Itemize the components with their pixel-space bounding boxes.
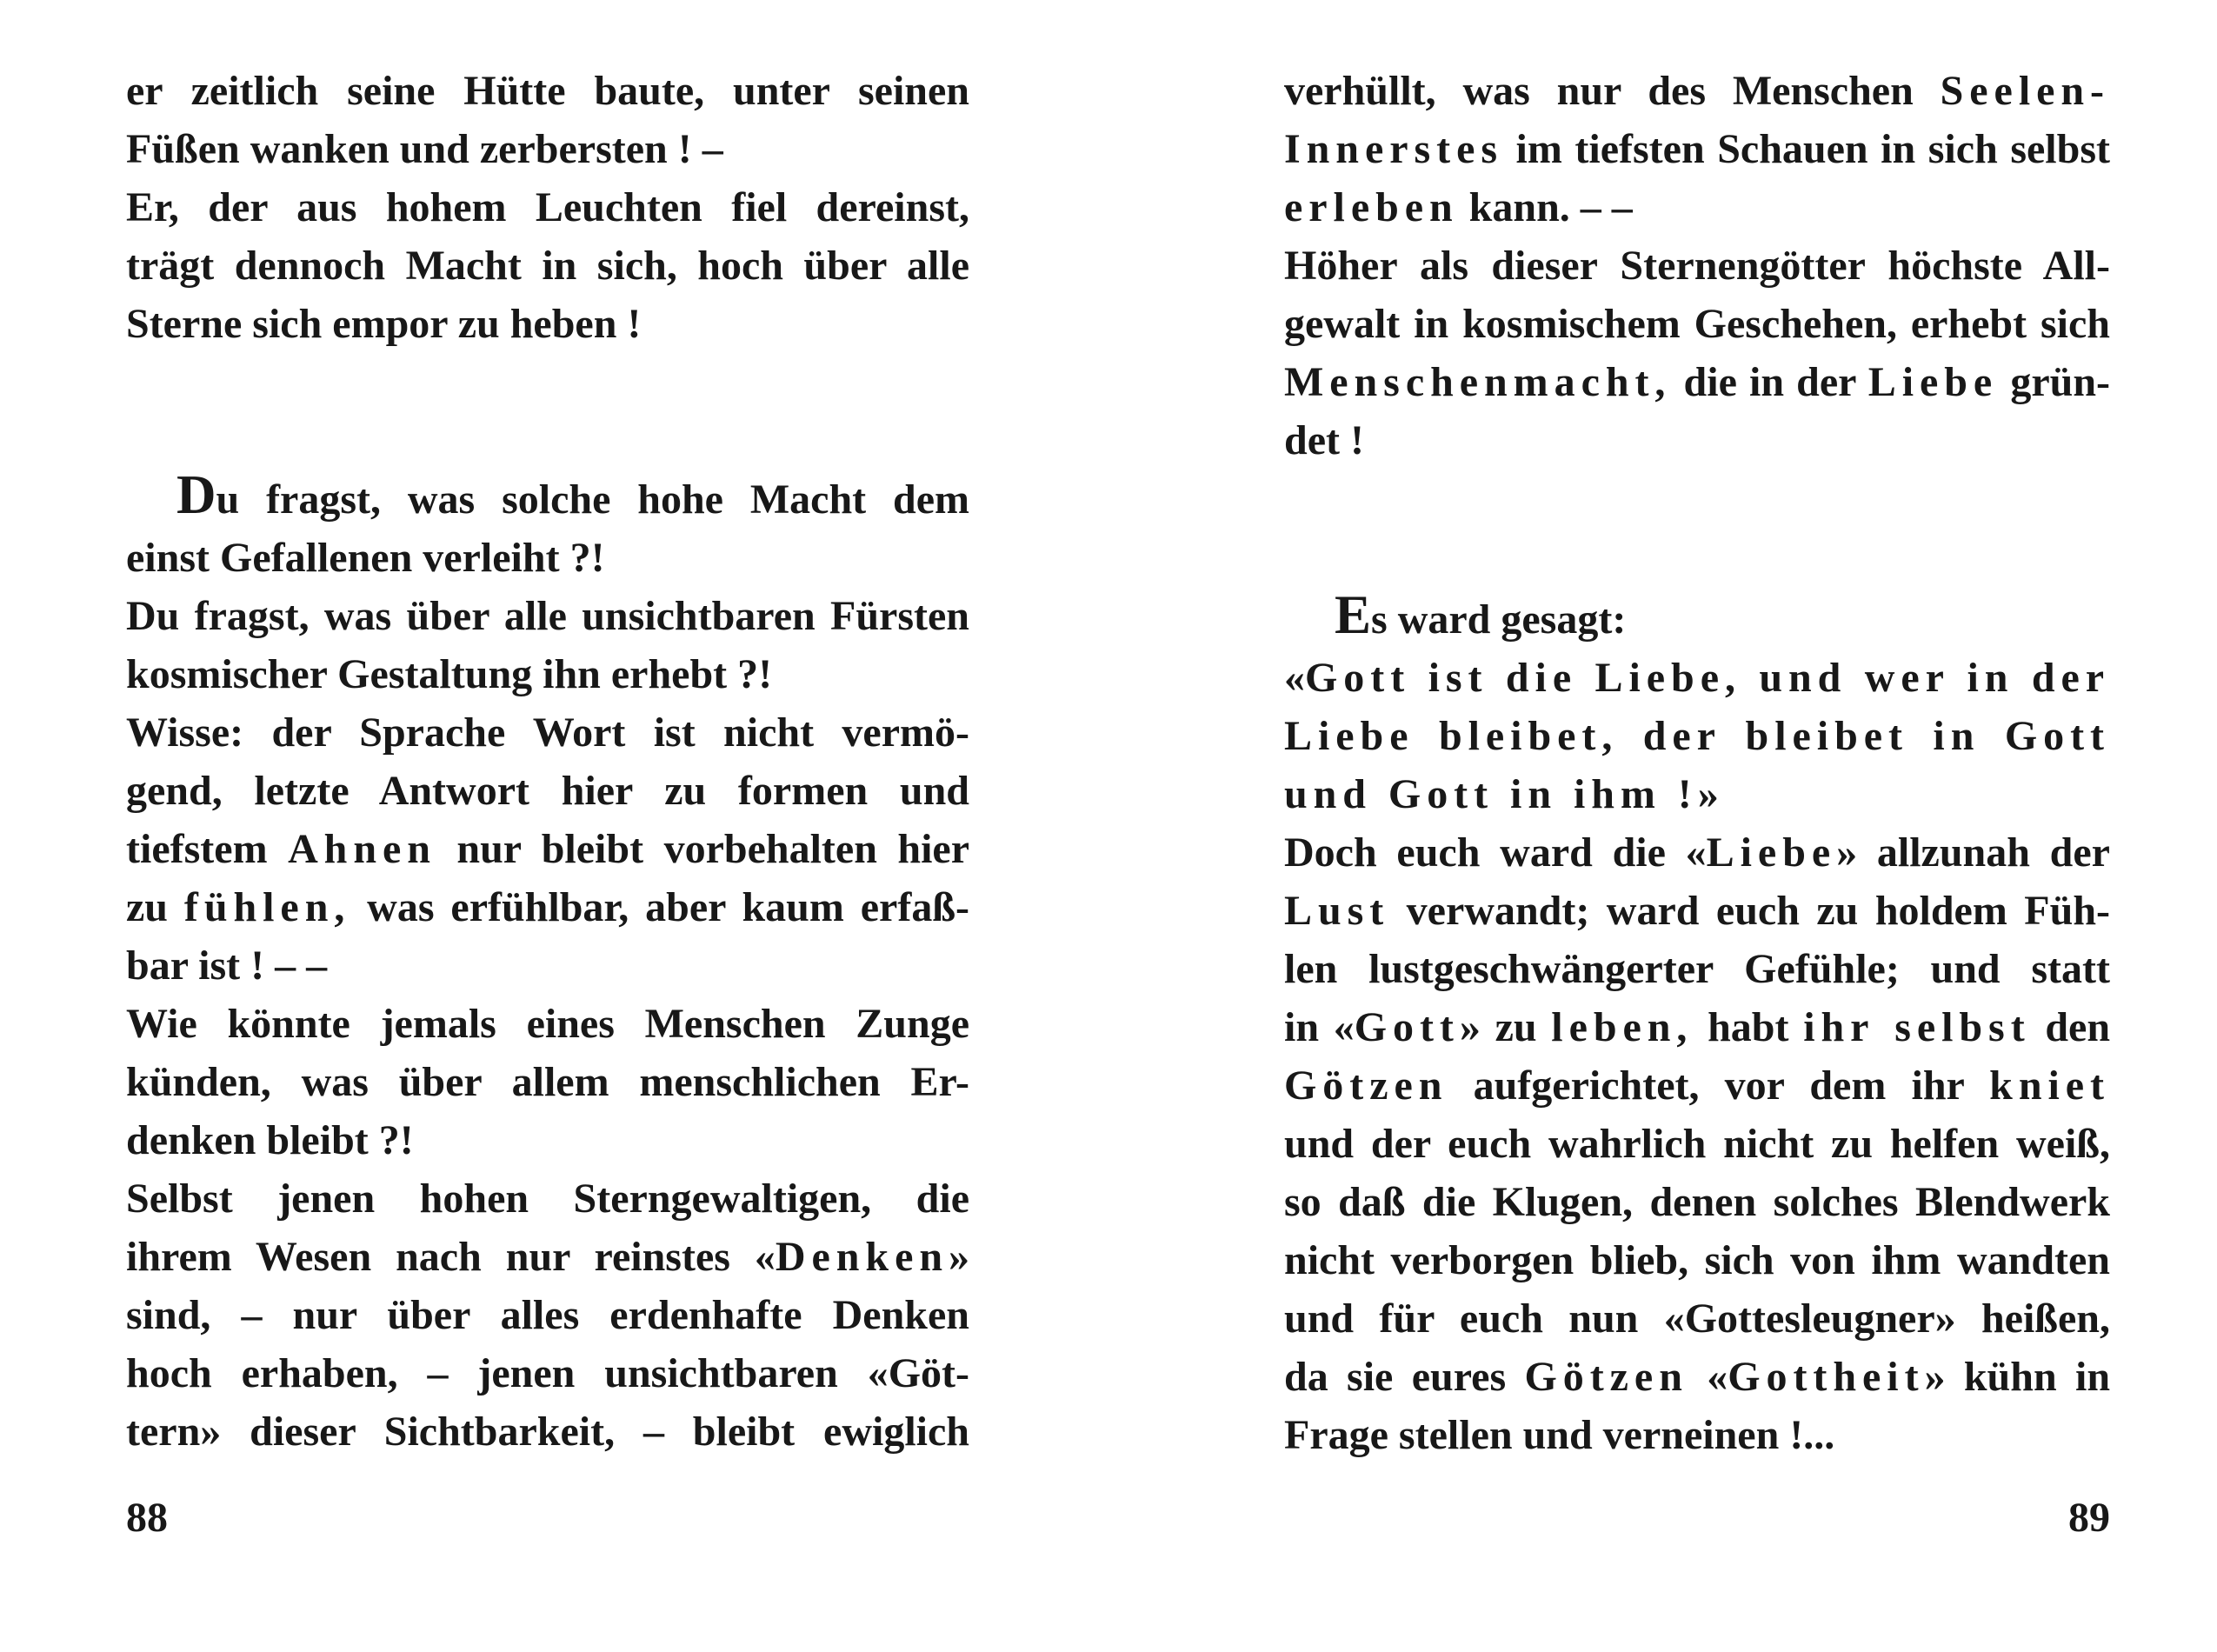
letterspaced-text: kniet — [1989, 1062, 2110, 1109]
plain-text: bar ist ! – – — [126, 943, 328, 989]
text-line — [126, 587, 969, 645]
letterspaced-text: leben, — [1551, 1004, 1694, 1050]
plain-text: verhüllt, was nur des Menschen — [1284, 68, 1941, 114]
text-line — [126, 1344, 969, 1402]
plain-text: Höher als dieser Sternengötter höchste All- — [1284, 243, 2110, 289]
text-line — [1284, 353, 2110, 411]
plain-text: « — [1688, 1354, 1728, 1400]
text-line — [126, 62, 969, 120]
letterspaced-text: fühlen, — [183, 884, 351, 930]
text-line — [126, 178, 969, 236]
text-line — [1284, 1231, 2110, 1289]
plain-text: Füßen wanken und zerbersten ! – — [126, 126, 723, 172]
text-line — [1284, 120, 2110, 178]
plain-text: Du fragst, was über alle unsichtbaren Fürsten — [126, 593, 969, 639]
text-line — [126, 645, 969, 703]
text-line — [126, 1111, 969, 1169]
plain-text: Er, der aus hohem Leuchten fiel dereinst, — [126, 184, 969, 230]
text-line — [126, 236, 969, 295]
text-line — [1284, 1406, 2110, 1464]
plain-text: künden, was über allem menschlichen Er- — [126, 1059, 969, 1105]
plain-text: ihrem Wesen nach nur reinstes « — [126, 1234, 776, 1280]
text-line — [1284, 823, 2110, 882]
plain-text: Sterne sich empor zu heben ! — [126, 301, 642, 347]
text-line — [1284, 62, 2110, 120]
plain-text: det ! — [1284, 417, 1364, 463]
letterspaced-text: Liebe bleibet, der bleibet in Gott — [1284, 713, 2110, 759]
text-line — [126, 1286, 969, 1344]
plain-text: da sie eures — [1284, 1354, 1525, 1400]
plain-text: « — [1284, 655, 1305, 701]
text-line — [1284, 178, 2110, 236]
plain-text: » allzunah der — [1836, 829, 2110, 876]
plain-text: so daß die Klugen, denen solches Blendwerk — [1284, 1179, 2110, 1225]
text-line — [1284, 882, 2110, 940]
plain-text: einst Gefallenen verleiht ?! — [126, 535, 605, 581]
plain-text: » — [1697, 771, 1719, 817]
text-line — [1284, 1348, 2110, 1406]
plain-text: tern» dieser Sichtbarkeit, – bleibt ewiglich — [126, 1409, 969, 1455]
text-line — [126, 1053, 969, 1111]
plain-text: kosmischer Gestaltung ihn erhebt ?! — [126, 651, 773, 697]
letterspaced-text: Menschenmacht, — [1284, 359, 1672, 405]
text-line — [1284, 236, 2110, 295]
text-line — [126, 1228, 969, 1286]
text-line — [126, 466, 969, 529]
page-number-left: 88 — [126, 1495, 168, 1541]
text-line — [126, 1169, 969, 1228]
text-line — [1284, 940, 2110, 998]
plain-text: » — [949, 1234, 969, 1280]
plain-text: und für euch nun «Gottesleugner» heißen, — [1284, 1296, 2110, 1342]
letterspaced-text: Gott ist die Liebe, und wer in der — [1305, 655, 2110, 701]
plain-text: gewalt in kosmischem Geschehen, erhebt sich — [1284, 301, 2110, 347]
plain-text: Wie könnte jemals eines Menschen Zunge — [126, 1001, 969, 1047]
plain-text: sind, – nur über alles erdenhafte Denken — [126, 1292, 969, 1338]
plain-text: Selbst jenen hohen Sterngewaltigen, die — [126, 1176, 969, 1222]
plain-text: im tiefsten Schauen in sich selbst — [1502, 126, 2110, 172]
plain-text: tiefstem — [126, 826, 289, 872]
plain-text: nicht verborgen blieb, sich von ihm wandten — [1284, 1237, 2110, 1283]
plain-text: verwandt; ward euch zu holdem Füh- — [1389, 888, 2110, 934]
text-line — [126, 762, 969, 820]
page-number-right: 89 — [2068, 1495, 2110, 1541]
letterspaced-text: Ahnen — [288, 826, 436, 872]
plain-text: Wisse: der Sprache Wort ist nicht vermö- — [126, 709, 969, 756]
text-line — [1284, 707, 2110, 765]
plain-text: u fragst, was solche hohe Macht dem — [216, 476, 969, 523]
plain-text: trägt dennoch Macht in sich, hoch über alle — [126, 243, 969, 289]
letterspaced-text: Denken — [775, 1234, 949, 1280]
plain-text: hoch erhaben, – jenen unsichtbaren «Göt- — [126, 1350, 969, 1396]
plain-text: Doch euch ward die « — [1284, 829, 1707, 876]
letterspaced-text: Lust — [1284, 888, 1390, 934]
plain-text: » zu — [1459, 1004, 1552, 1050]
section-initial: D — [176, 464, 216, 525]
plain-text: Frage stellen und verneinen !... — [1284, 1412, 1835, 1458]
text-line — [126, 703, 969, 762]
text-line — [126, 529, 969, 587]
text-line — [126, 295, 969, 353]
plain-text: grün- — [1998, 359, 2110, 405]
plain-text: habt — [1693, 1004, 1804, 1050]
letterspaced-text: erleben — [1284, 184, 1459, 230]
text-line — [126, 120, 969, 178]
letterspaced-text: Liebe — [1706, 829, 1837, 876]
plain-text: len lustgeschwängerter Gefühle; und statt — [1284, 946, 2110, 992]
letterspaced-text: Innerstes — [1284, 126, 1503, 172]
letterspaced-text: Götzen — [1524, 1354, 1688, 1400]
left-page-text — [126, 62, 969, 1461]
plain-text: den — [2030, 1004, 2111, 1050]
plain-text: kann. – – — [1458, 184, 1633, 230]
plain-text: in « — [1284, 1004, 1355, 1050]
text-line — [126, 820, 969, 878]
text-line — [1284, 1173, 2110, 1231]
plain-text: s ward gesagt: — [1371, 596, 1627, 643]
letterspaced-text: Liebe — [1867, 359, 1999, 405]
plain-text: und der euch wahrlich nicht zu helfen weiß, — [1284, 1121, 2110, 1167]
text-line — [1284, 295, 2110, 353]
section-initial: E — [1335, 584, 1372, 645]
text-line — [1284, 1115, 2110, 1173]
section-gap — [126, 353, 969, 466]
text-line — [1284, 586, 2110, 649]
text-line — [1284, 649, 2110, 707]
letterspaced-text: Seelen- — [1940, 68, 2110, 114]
section-gap — [1284, 470, 2110, 586]
text-line — [1284, 411, 2110, 470]
plain-text: aufgerichtet, vor dem ihr — [1448, 1062, 1990, 1109]
text-line — [126, 936, 969, 995]
text-line — [126, 1402, 969, 1461]
plain-text: denken bleibt ?! — [126, 1117, 414, 1163]
text-line — [1284, 1056, 2110, 1115]
text-line — [1284, 1289, 2110, 1348]
letterspaced-text: ihr selbst — [1803, 1004, 2031, 1050]
letterspaced-text: Gott — [1354, 1004, 1460, 1050]
letterspaced-text: Götzen — [1284, 1062, 1448, 1109]
text-line — [1284, 765, 2110, 823]
plain-text: gend, letzte Antwort hier zu formen und — [126, 768, 969, 814]
plain-text: nur bleibt vorbehalten hier — [436, 826, 970, 872]
text-line — [1284, 998, 2110, 1056]
plain-text: zu — [126, 884, 184, 930]
text-line — [126, 878, 969, 936]
plain-text: er zeitlich seine Hütte baute, unter seinen — [126, 68, 969, 114]
right-page-text — [1284, 62, 2110, 1464]
letterspaced-text: Gottheit — [1728, 1354, 1925, 1400]
letterspaced-text: und Gott in ihm ! — [1284, 771, 1698, 817]
plain-text: » kühn in — [1924, 1354, 2111, 1400]
plain-text: die in der — [1671, 359, 1868, 405]
plain-text: was erfühlbar, aber kaum erfaß- — [350, 884, 970, 930]
text-line — [126, 995, 969, 1053]
